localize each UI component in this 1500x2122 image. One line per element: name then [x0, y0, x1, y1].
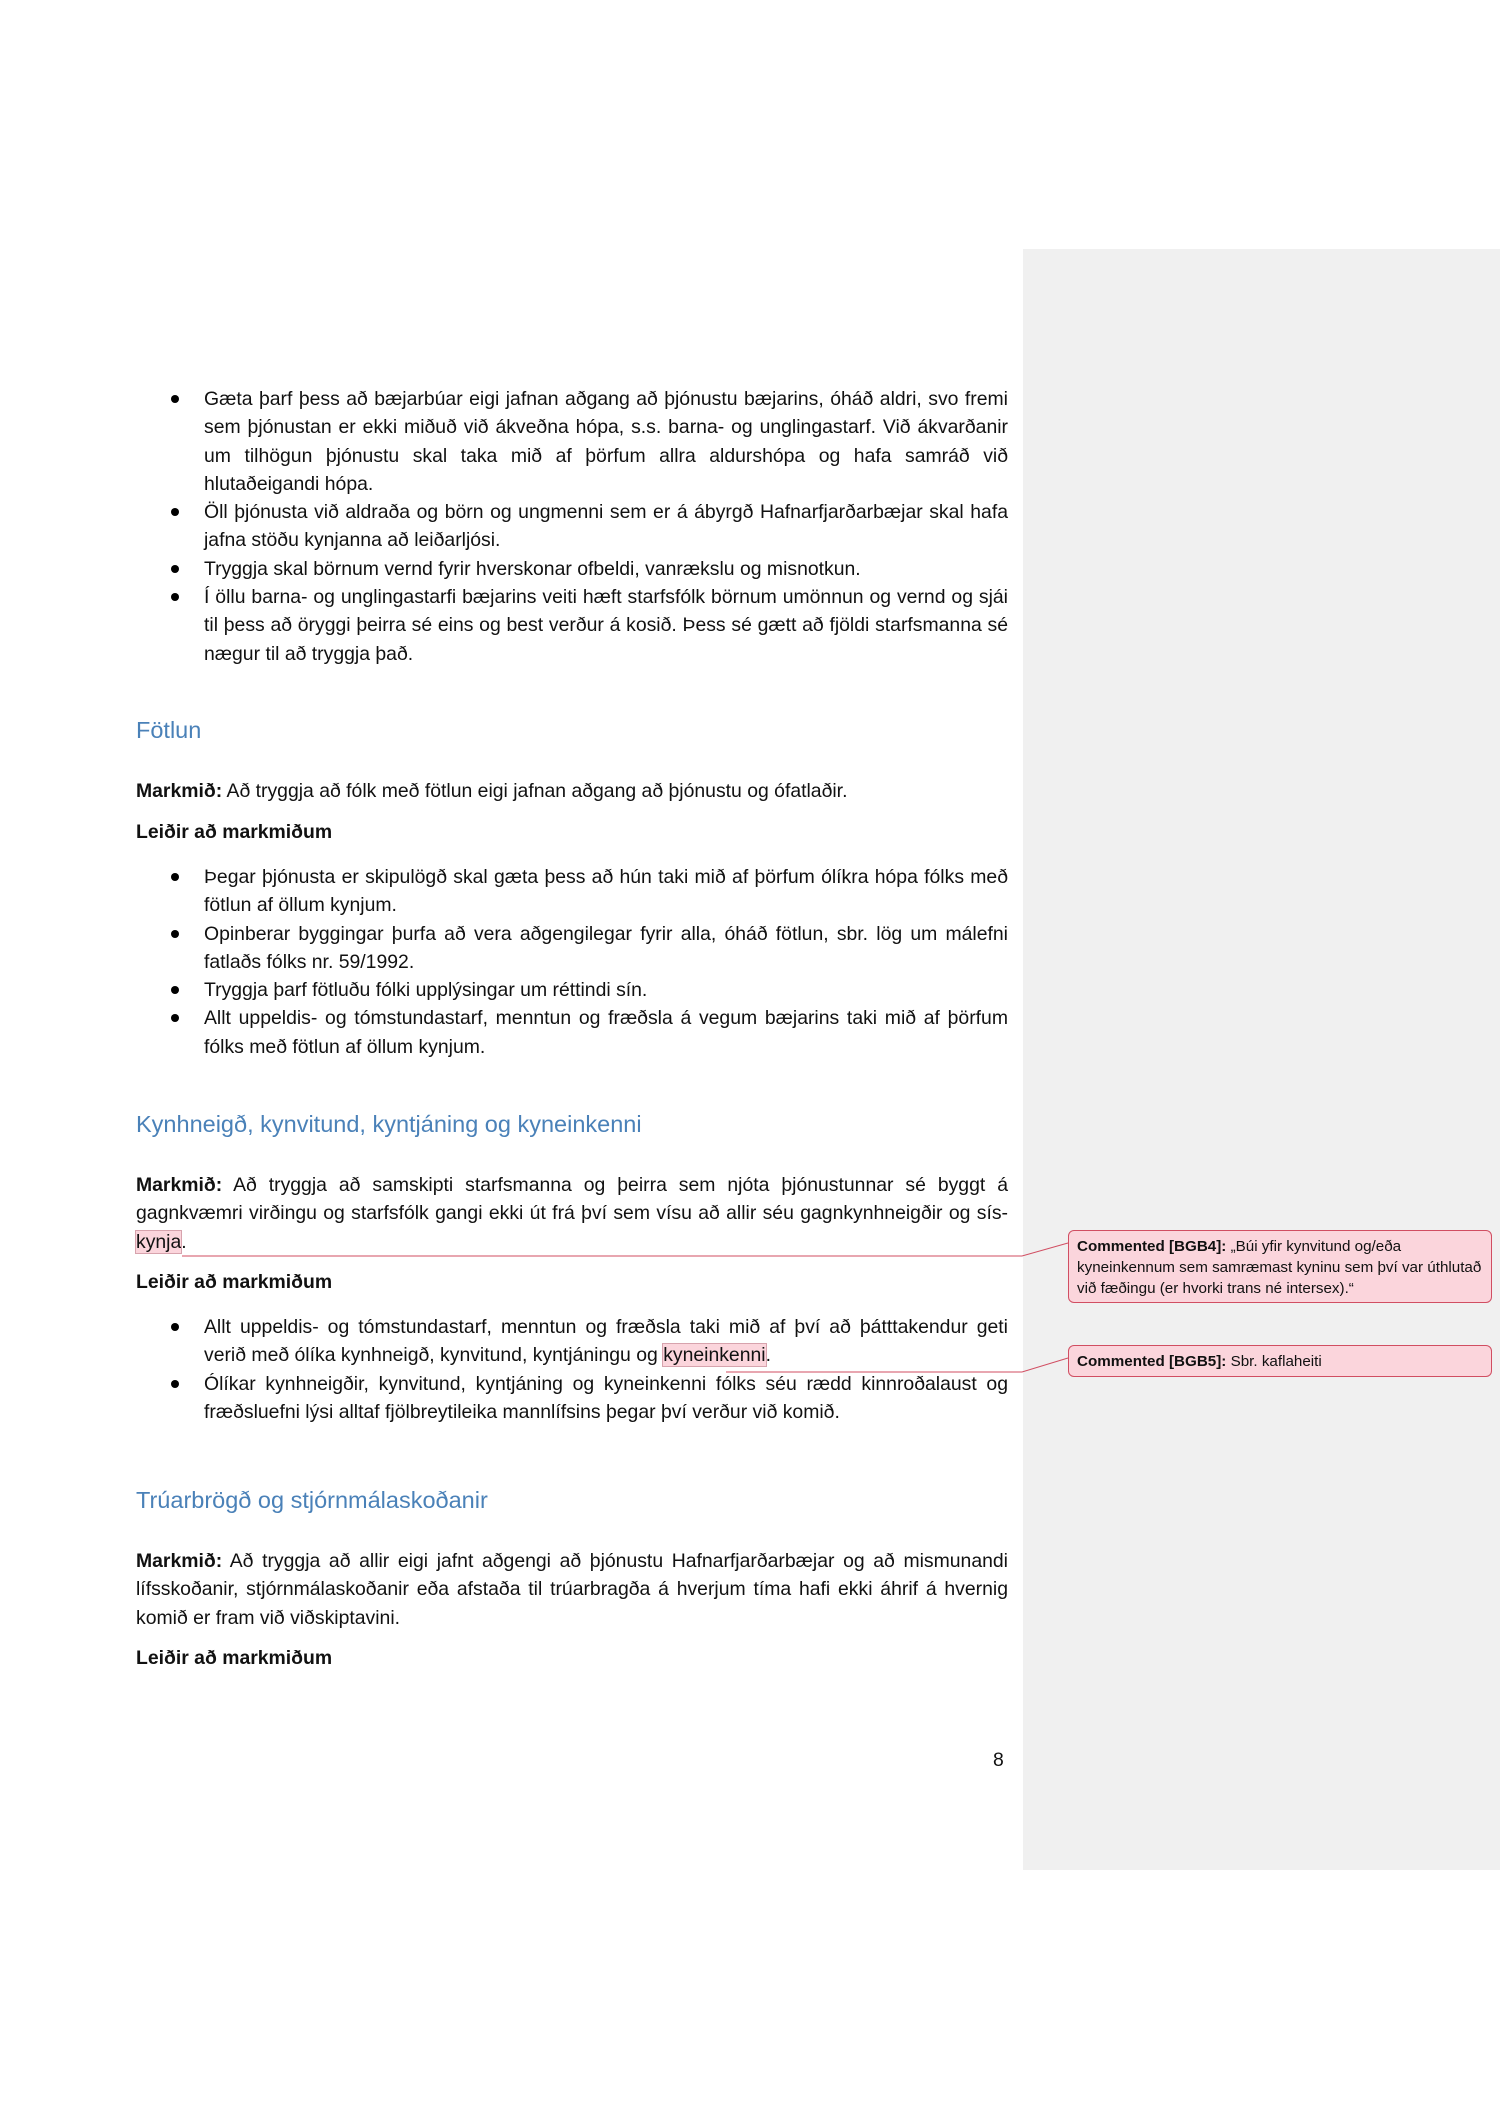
comment-margin-pane — [1023, 249, 1500, 1870]
bullet-icon — [171, 873, 179, 881]
subheading-tru: Leiðir að markmiðum — [136, 1647, 333, 1669]
goal-paragraph-kyn: Markmið: Að tryggja að samskipti starfsmanna og þeirra sem njóta þjónustunnar sé byggt á gagnkvæmri virðingu og starfsfólk gangi ekki út frá því sem vísu að allir séu gagnkynhneigðir og sís-kynja. — [136, 1174, 1008, 1253]
list-item: Í öllu barna- og unglingastarfi bæjarins veiti hæft starfsfólk börnum umönnun og vernd og sjái til þess að öryggi þeirra sé eins og best verður á kosið. Þess sé gætt að fjöldi starfsmanna sé nægur til að tryggja það. — [136, 583, 1008, 668]
comment-bgb5[interactable]: Commented [BGB5]: Sbr. kaflaheiti — [1068, 1345, 1492, 1377]
list-item: Gæta þarf þess að bæjarbúar eigi jafnan aðgang að þjónustu bæjarins, óháð aldri, svo fremi sem þjónustan er ekki miðuð við ákveðna hópa, s.s. barna- og unglingastarf. Við ákvarðanir um tilhögun þjónustu skal taka mið af þörfum allra aldurshópa og hafa samráð við hlutaðeigandi hópa. — [136, 385, 1008, 498]
bullet-icon — [171, 1380, 179, 1388]
section-heading-tru: Trúarbrögð og stjórnmálaskoðanir — [136, 1487, 488, 1513]
bullet-icon — [171, 593, 179, 601]
fotlun-bullet-list — [136, 863, 1008, 1061]
list-item: Tryggja skal börnum vernd fyrir hverskonar ofbeldi, vanrækslu og misnotkun. — [136, 555, 1008, 583]
comment-anchor-bgb4[interactable]: kynja — [136, 1230, 182, 1253]
bullet-icon — [171, 1323, 179, 1331]
comment-bgb4[interactable]: Commented [BGB4]: „Búi yfir kynvitund og/eða kyneinkennum sem samræmast kyninu sem því var úthlutað við fæðingu (er hvorki trans né intersex).“ — [1068, 1230, 1492, 1303]
goal-paragraph-fotlun: Markmið: Að tryggja að fólk með fötlun eigi jafnan aðgang að þjónustu og ófatlaðir. — [136, 780, 848, 802]
bullet-icon — [171, 930, 179, 938]
bullet-icon — [171, 395, 179, 403]
section-heading-fotlun: Fötlun — [136, 717, 202, 743]
list-item: Allt uppeldis- og tómstundastarf, menntun og fræðsla taki mið af því að þátttakendur geti verið með ólíka kynhneigð, kynvitund, kyntjáningu og kyneinkenni. — [136, 1313, 1008, 1370]
list-item: Opinberar byggingar þurfa að vera aðgengilegar fyrir alla, óháð fötlun, sbr. lög um málefni fatlaðs fólks nr. 59/1992. — [136, 920, 1008, 977]
goal-paragraph-tru: Markmið: Að tryggja að allir eigi jafnt aðgengi að þjónustu Hafnarfjarðarbæjar og að mismunandi lífsskoðanir, stjórnmálaskoðanir eða afstaða til trúarbragða á hverjum tíma hafi ekki áhrif á hvernig komið er fram við viðskiptavini. — [136, 1550, 1008, 1629]
bullet-icon — [171, 508, 179, 516]
bullet-icon — [171, 1014, 179, 1022]
list-item: Tryggja þarf fötluðu fólki upplýsingar um réttindi sín. — [136, 976, 1008, 1004]
list-item: Þegar þjónusta er skipulögð skal gæta þess að hún taki mið af þörfum ólíkra hópa fólks með fötlun af öllum kynjum. — [136, 863, 1008, 920]
section-heading-kyn: Kynhneigð, kynvitund, kyntjáning og kyneinkenni — [136, 1111, 642, 1137]
bullet-icon — [171, 565, 179, 573]
list-item: Öll þjónusta við aldraða og börn og ungmenni sem er á ábyrgð Hafnarfjarðarbæjar skal hafa jafna stöðu kynjanna að leiðarljósi. — [136, 498, 1008, 555]
page-number: 8 — [993, 1749, 1004, 1771]
subheading-fotlun: Leiðir að markmiðum — [136, 821, 333, 843]
list-item: Ólíkar kynhneigðir, kynvitund, kyntjáning og kyneinkenni fólks séu rædd kinnroðalaust og fræðsluefni lýsi alltaf fjölbreytileika mannlífsins þegar því verður við komið. — [136, 1370, 1008, 1427]
comment-anchor-bgb5[interactable]: kyneinkenni — [663, 1344, 766, 1367]
bullet-icon — [171, 986, 179, 994]
subheading-kyn: Leiðir að markmiðum — [136, 1271, 333, 1293]
intro-bullet-list — [136, 385, 1008, 668]
kyn-bullet-list — [136, 1313, 1008, 1426]
list-item: Allt uppeldis- og tómstundastarf, menntun og fræðsla á vegum bæjarins taki mið af þörfum fólks með fötlun af öllum kynjum. — [136, 1004, 1008, 1061]
